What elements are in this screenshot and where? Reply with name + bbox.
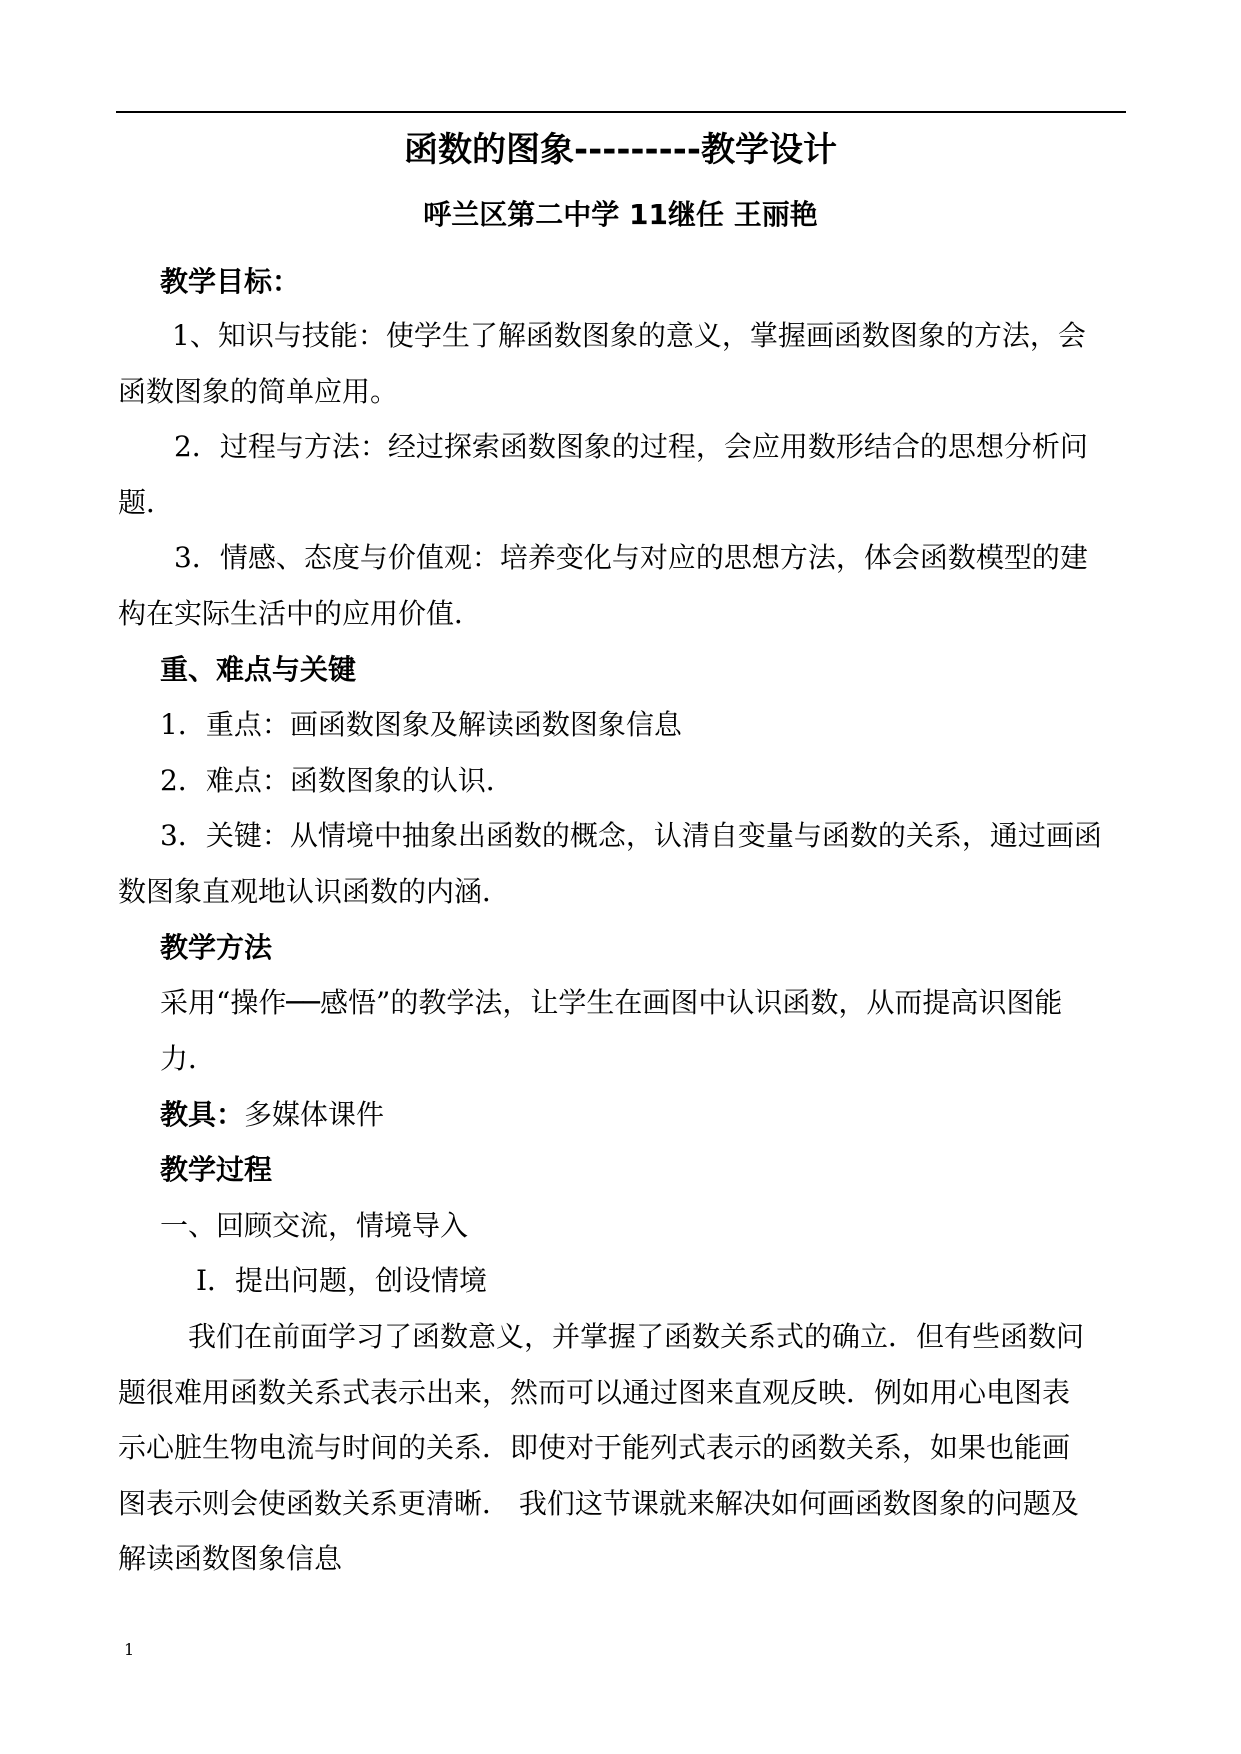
process-paragraph-line-1: 我们在前面学习了函数意义，并掌握了函数关系式的确立．但有些函数问 bbox=[188, 1320, 1085, 1353]
objective-1-line-2: 函数图象的简单应用。 bbox=[118, 375, 399, 408]
method-line-2: 力． bbox=[160, 1042, 217, 1075]
process-paragraph-line-3: 示心脏生物电流与时间的关系．即使对于能列式表示的函数关系，如果也能画 bbox=[118, 1431, 1071, 1464]
keypoint-3-line-2: 数图象直观地认识函数的内涵． bbox=[118, 875, 511, 908]
keypoint-3-line-1: 3．关键：从情境中抽象出函数的概念，认清自变量与函数的关系，通过画函 bbox=[160, 819, 1102, 852]
process-paragraph-line-2: 题很难用函数关系式表示出来，然而可以通过图来直观反映．例如用心电图表 bbox=[118, 1376, 1071, 1409]
objective-1-line-1: 1、知识与技能：使学生了解函数图象的意义，掌握画函数图象的方法，会 bbox=[172, 319, 1086, 352]
process-paragraph-line-5: 解读函数图象信息 bbox=[118, 1542, 343, 1575]
tools-value: 多媒体课件 bbox=[244, 1098, 385, 1131]
header-rule bbox=[116, 111, 1126, 113]
keypoints-heading: 重、难点与关键 bbox=[160, 653, 357, 686]
method-line-1: 采用“操作──感悟”的教学法，让学生在画图中认识函数，从而提高识图能 bbox=[160, 986, 1063, 1019]
tools-line bbox=[160, 1097, 384, 1133]
process-subsection-1: Ⅰ．提出问题，创设情境 bbox=[196, 1264, 488, 1297]
objectives-heading: 教学目标： bbox=[160, 265, 301, 298]
objective-2-line-1: 2．过程与方法：经过探索函数图象的过程，会应用数形结合的思想分析问 bbox=[174, 430, 1088, 463]
process-heading: 教学过程 bbox=[160, 1153, 273, 1186]
tools-label: 教具： bbox=[160, 1098, 245, 1131]
process-paragraph-line-4: 图表示则会使函数关系更清晰． 我们这节课就来解决如何画函数图象的问题及 bbox=[118, 1487, 1079, 1520]
objective-3-line-1: 3．情感、态度与价值观：培养变化与对应的思想方法，体会函数模型的建 bbox=[174, 541, 1088, 574]
document-subtitle: 呼兰区第二中学 11继任 王丽艳 bbox=[423, 198, 818, 231]
process-section-1: 一、回顾交流，情境导入 bbox=[160, 1209, 469, 1242]
objective-2-line-2: 题． bbox=[118, 486, 175, 519]
page-number: 1 bbox=[124, 1640, 135, 1659]
method-heading: 教学方法 bbox=[160, 931, 273, 964]
objective-3-line-2: 构在实际生活中的应用价值． bbox=[118, 597, 483, 630]
keypoint-2: 2．难点：函数图象的认识． bbox=[160, 764, 514, 797]
document-title: 函数的图象---------教学设计 bbox=[403, 130, 837, 170]
keypoint-1: 1．重点：画函数图象及解读函数图象信息 bbox=[160, 708, 682, 741]
